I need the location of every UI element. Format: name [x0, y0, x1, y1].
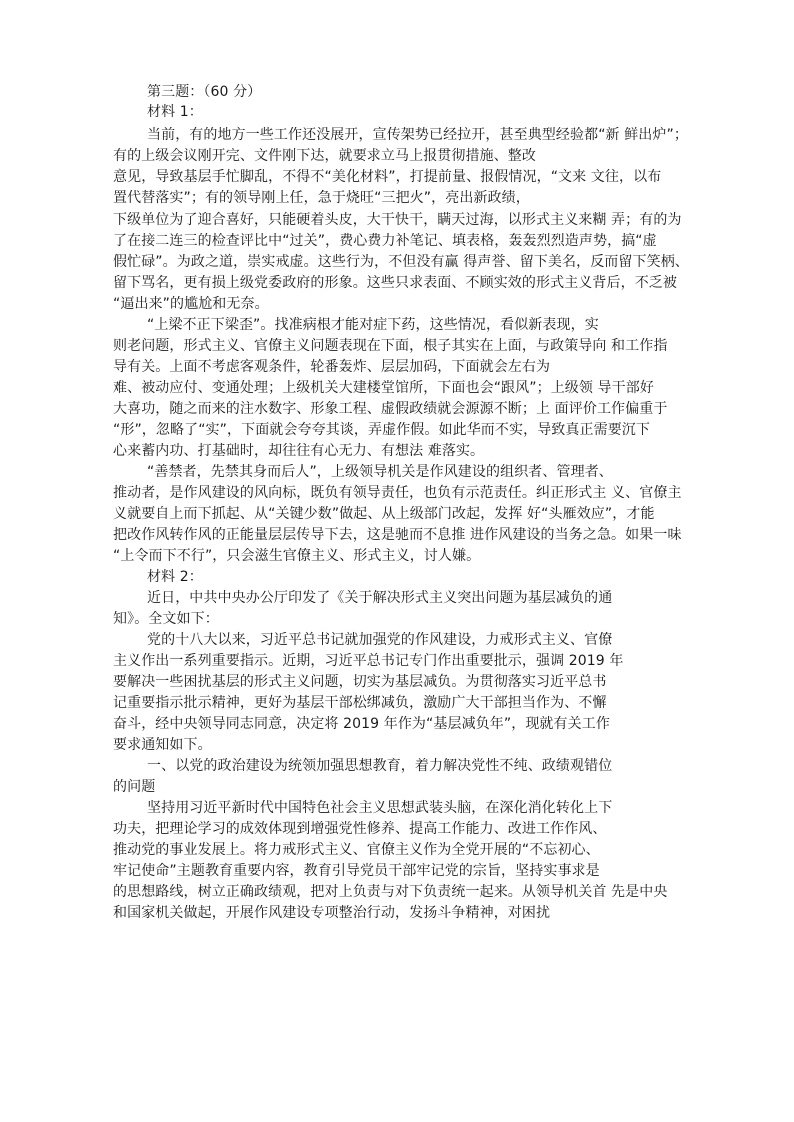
- text-line: 下级单位为了迎合喜好，只能硬着头皮，大干快干，瞒天过海，以形式主义来糊 弄；有的为: [113, 212, 682, 228]
- text-line: 了在接二连三的检查评比中“过关”，费心费力补笔记、填表格，轰轰烈烈造声势，搞“虚: [113, 233, 657, 249]
- text-line: 坚持用习近平新时代中国特色社会主义思想武装头脑，在深化消化转化上下: [147, 800, 613, 816]
- material-1-heading: 材料 1：: [147, 104, 203, 120]
- text-line: “形”，忽略了“实”，下面就会夸夸其谈，弄虚作假。如此华而不实，导致真正需要沉下: [113, 422, 651, 438]
- text-line: 牢记使命”主题教育重要内容，教育引导党员干部牢记党的宗旨，坚持实事求是: [113, 863, 600, 879]
- text-line: 义就要自上而下抓起、从“关键少数”做起、从上级部门改起，发挥 好“头雁效应”，才能: [113, 506, 655, 522]
- text-line: 意见，导致基层手忙脚乱，不得不“美化材料”，打提前量、报假情况，“文来 文往，以布: [113, 169, 662, 185]
- text-line: 大喜功，随之而来的注水数字、形象工程、虚假政绩就会源源不断；上 面评价工作偏重于: [113, 401, 668, 417]
- text-line: 推动党的事业发展上。将力戒形式主义、官僚主义作为全党开展的“不忘初心、: [113, 842, 600, 858]
- text-line: 推动者，是作风建设的风向标，既负有领导责任，也负有示范责任。纠正形式主 义、官僚主: [113, 485, 682, 501]
- section-heading: 的问题: [113, 779, 156, 795]
- text-line: “上令而下不行”，只会滋生官僚主义、形式主义，讨人嫌。: [113, 548, 481, 564]
- text-line: 和国家机关做起，开展作风建设专项整治行动，发扬斗争精神，对困扰: [113, 905, 551, 921]
- text-line: “善禁者，先禁其身而后人”，上级领导机关是作风建设的组织者、管理者、: [147, 464, 613, 480]
- text-line: 心来蓄内功、打基础时，却往往有心无力、有想法 难落实。: [113, 443, 485, 459]
- text-line: 置代替落实”；有的领导刚上任，急于烧旺“三把火”，亮出新政绩，: [113, 190, 530, 206]
- text-line: “逼出来”的尴尬和无奈。: [113, 296, 269, 312]
- text-line: 留下骂名，更有损上级党委政府的形象。这些只求表面、不顾实效的形式主义背后，不乏被: [113, 275, 677, 291]
- text-line: 党的十八大以来，习近平总书记就加强党的作风建设，力戒形式主义、官僚: [147, 632, 613, 648]
- text-line: 难、被动应付、变通处理；上级机关大建楼堂馆所，下面也会“跟风”；上级领 导干部好: [113, 380, 654, 396]
- text-line: 要求通知如下。: [113, 737, 212, 753]
- text-line: 奋斗，经中央领导同志同意，决定将 2019 年作为“基层减负年”，现就有关工作: [113, 716, 610, 732]
- text-line: 要解决一些困扰基层的形式主义问题，切实为基层减负。为贯彻落实习近平总书: [113, 674, 607, 690]
- text-line: 则老问题，形式主义、官僚主义问题表现在下面，根子其实在上面，与政策导向 和工作指: [113, 338, 668, 354]
- text-line: 的思想路线，树立正确政绩观，把对上负责与对下负责统一起来。从领导机关首 先是中央: [113, 884, 668, 900]
- text-line: 假忙碌”。为政之道，崇实戒虚。这些行为，不但没有赢 得声誉、留下美名，反而留下笑柄、: [113, 254, 689, 270]
- text-line: 近日，中共中央办公厅印发了《关于解决形式主义突出问题为基层减负的通: [147, 590, 613, 606]
- material-2-heading: 材料 2：: [147, 569, 203, 585]
- text-line: “上梁不正下梁歪”。找准病根才能对症下药，这些情况，看似新表现，实: [147, 317, 599, 333]
- text-line: 主义作出一系列重要指示。近期，习近平总书记专门作出重要批示，强调 2019 年: [113, 653, 624, 669]
- text-line: 把改作风转作风的正能量层层传导下去，这是驰而不息推 进作风建设的当务之急。如果一味: [113, 527, 682, 543]
- text-line: 记重要指示批示精神，更好为基层干部松绑减负，激励广大干部担当作为、不懈: [113, 695, 607, 711]
- text-line: 当前，有的地方一些工作还没展开，宣传架势已经拉开，甚至典型经验都“新 鲜出炉”；: [147, 127, 688, 143]
- text-line: 知》。全文如下：: [113, 611, 219, 627]
- text-line: 功夫，把理论学习的成效体现到增强党性修养、提高工作能力、改进工作作风、: [113, 821, 607, 837]
- section-heading: 一、以党的政治建设为统领加强思想教育，着力解决党性不纯、政绩观错位: [147, 758, 613, 774]
- question-heading: 第三题：（60 分）: [147, 84, 262, 100]
- text-line: 有的上级会议刚开完、文件刚下达，就要求立马上报贯彻措施、整改: [113, 148, 536, 164]
- text-line: 导有关。上面不考虑客观条件，轮番轰炸、层层加码，下面就会左右为: [113, 359, 551, 375]
